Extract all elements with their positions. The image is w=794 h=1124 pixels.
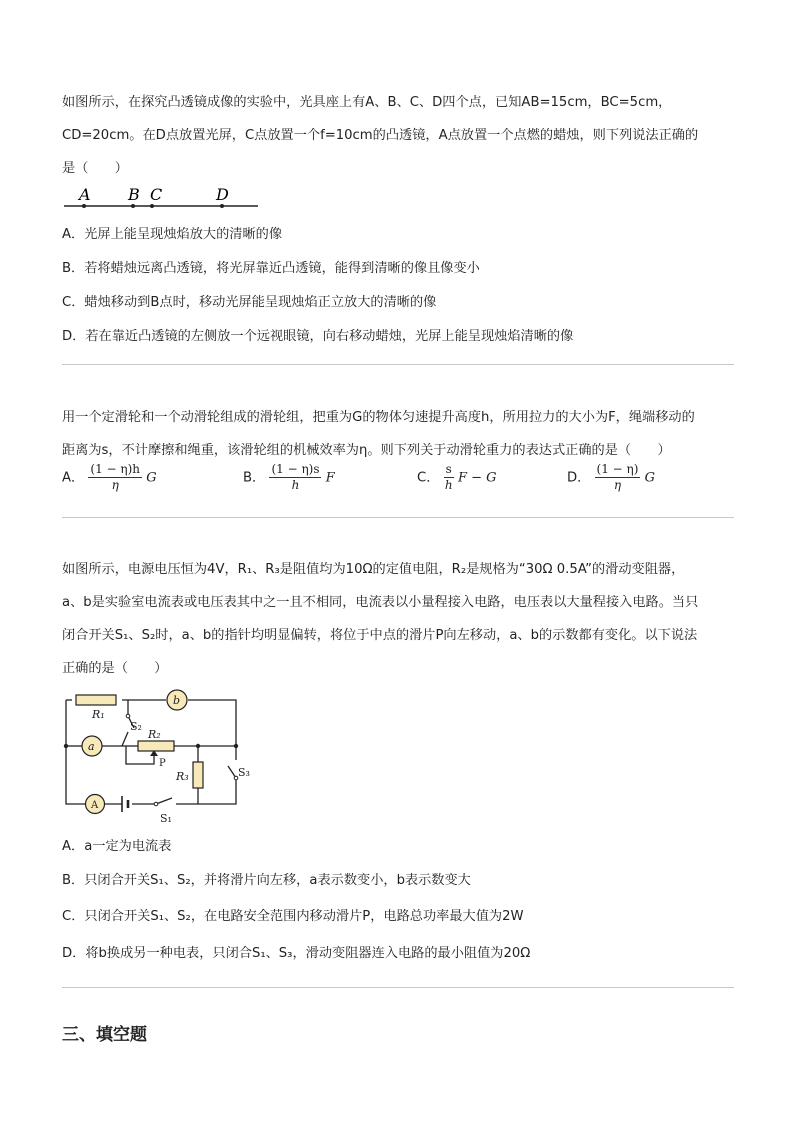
- r3-label: R₃: [176, 770, 189, 783]
- q1-option-a: A．光屏上能呈现烛焰放大的清晰的像: [62, 227, 283, 242]
- q3-option-c: C．只闭合开关S₁、S₂，在电路安全范围内移动滑片P，电路总功率最大值为2W: [62, 909, 524, 924]
- q2-option-d: [567, 462, 655, 493]
- fraction: [88, 462, 142, 493]
- q3-option-a: A．a一定为电流表: [62, 839, 172, 854]
- resistor-r1: [76, 695, 116, 705]
- divider: [62, 364, 734, 365]
- q2-stem: [62, 401, 734, 467]
- numerator: (1 − η)h: [90, 462, 141, 476]
- option-label: D．: [567, 470, 591, 486]
- term: F: [325, 470, 335, 486]
- point-b-label: B: [128, 185, 140, 204]
- option-label: A．: [62, 470, 85, 486]
- slider-p-label: P: [159, 758, 166, 769]
- point-b-dot: [131, 204, 135, 208]
- q2-stem-line1: 用一个定滑轮和一个动滑轮组成的滑轮组，把重为G的物体匀速提升高度h，所用拉力的大小为F，绳端移动的: [62, 410, 695, 425]
- term: F − G: [457, 470, 497, 486]
- q1-stem-line1: 如图所示，在探究凸透镜成像的实验中，光具座上有A、B、C、D四个点，已知AB=15cm，BC=5cm，: [62, 95, 672, 110]
- q3-option-d: D．将b换成另一种电表，只闭合S₁、S₃，滑动变阻器连入电路的最小阻值为20Ω: [62, 946, 531, 961]
- q1-option-c: C．蜡烛移动到B点时，移动光屏能呈现烛焰正立放大的清晰的像: [62, 295, 437, 310]
- s3-label: S₃: [238, 766, 250, 779]
- junction-dot: [196, 744, 200, 748]
- denominator: η: [613, 478, 622, 492]
- fraction: [595, 462, 641, 493]
- q3-stem-line3: 闭合开关S₁、S₂时，a、b的指针均明显偏转，将位于中点的滑片P向左移动，a、b的示数都有变化。以下说法: [62, 628, 698, 643]
- resistor-r3: [193, 762, 203, 788]
- junction-dot: [64, 744, 68, 748]
- junction-dot: [234, 744, 238, 748]
- term: G: [644, 470, 656, 486]
- section-title: 三、填空题: [62, 1025, 147, 1045]
- q2-stem-line2: 距离为s，不计摩擦和绳重，该滑轮组的机械效率为η。则下列关于动滑轮重力的表达式正确的是（ ）: [62, 443, 671, 458]
- fraction: [269, 462, 321, 493]
- term: G: [146, 470, 157, 486]
- denominator: h: [291, 478, 300, 492]
- q2-option-a: [62, 462, 157, 493]
- s1-label: S₁: [160, 812, 172, 825]
- point-a-label: A: [79, 185, 91, 204]
- q1-option-d: D．若在靠近凸透镜的左侧放一个远视眼镜，向右移动蜡烛，光屏上能呈现烛焰清晰的像: [62, 329, 574, 344]
- q3-stem: [62, 553, 734, 685]
- numerator: s: [445, 462, 452, 476]
- option-label: B．: [243, 470, 266, 486]
- point-d-dot: [220, 204, 224, 208]
- meter-b-label: b: [173, 694, 181, 707]
- numerator: (1 − η): [596, 462, 639, 476]
- divider: [62, 987, 734, 988]
- q2-option-c: [417, 462, 497, 493]
- switch-contact: [154, 802, 158, 806]
- resistor-r2: [138, 741, 174, 751]
- q1-option-b: B．若将蜡烛远离凸透镜，将光屏靠近凸透镜，能得到清晰的像且像变小: [62, 261, 480, 276]
- q3-stem-line4: 正确的是（ ）: [62, 661, 168, 676]
- q3-stem-line2: a、b是实验室电流表或电压表其中之一且不相同，电流表以小量程接入电路，电压表以大量程接入电路。当只: [62, 595, 699, 610]
- point-c-label: C: [150, 185, 163, 204]
- q1-stem-line3: 是（ ）: [62, 161, 128, 176]
- q3-option-b: B．只闭合开关S₁、S₂，并将滑片向左移，a表示数变小，b表示数变大: [62, 873, 471, 888]
- denominator: η: [111, 478, 119, 492]
- q1-stem-line2: CD=20cm。在D点放置光屏，C点放置一个f=10cm的凸透镜，A点放置一个点燃的蜡烛，则下列说法正确的: [62, 128, 699, 143]
- q3-circuit-diagram: [60, 686, 250, 826]
- point-d-label: D: [216, 185, 229, 204]
- point-c-dot: [150, 204, 154, 208]
- q2-option-b: [243, 462, 335, 493]
- divider: [62, 517, 734, 518]
- fraction: [444, 462, 454, 493]
- meter-a-label: a: [88, 740, 95, 753]
- ammeter-label: A: [91, 800, 99, 811]
- q1-optical-bench-diagram: [62, 184, 262, 214]
- r2-label: R₂: [148, 728, 161, 741]
- numerator: (1 − η)s: [271, 462, 320, 476]
- q1-stem: [62, 86, 734, 185]
- r1-label: R₁: [92, 708, 105, 721]
- point-a-dot: [82, 204, 86, 208]
- s2-label: S₂: [130, 720, 142, 733]
- option-label: C．: [417, 470, 440, 486]
- switch-contact: [126, 714, 130, 718]
- denominator: h: [444, 478, 453, 492]
- q3-stem-line1: 如图所示，电源电压恒为4V，R₁、R₃是阻值均为10Ω的定值电阻，R₂是规格为“30Ω 0.5A”的滑动变阻器，: [62, 562, 685, 577]
